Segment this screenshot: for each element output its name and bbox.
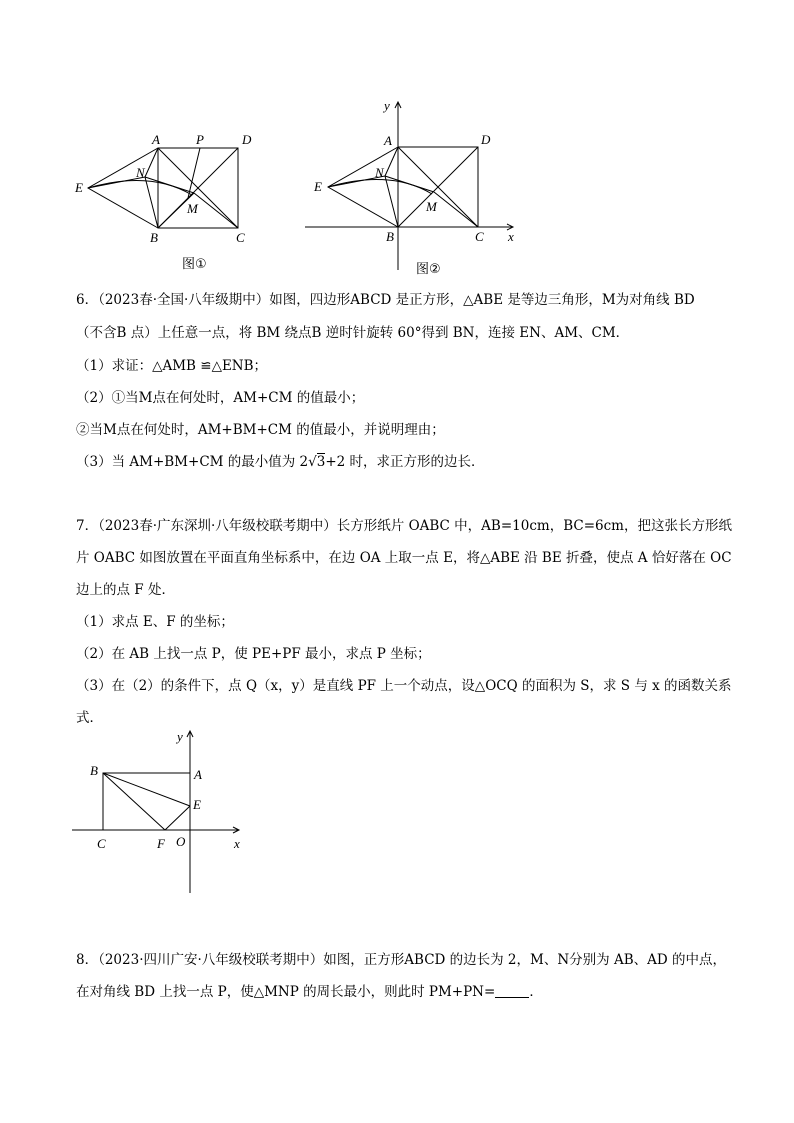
q6-part1: （1）求证：△AMB ≌△ENB； xyxy=(76,358,268,374)
q6-part3-post: +2 时，求正方形的边长． xyxy=(325,454,485,470)
label-b: B xyxy=(150,230,158,245)
q6-part2b: ②当M点在何处时，AM+BM+CM 的值最小，并说明理由； xyxy=(76,422,445,438)
label-c: C xyxy=(97,836,106,851)
label-d: D xyxy=(481,132,491,147)
segment-bn xyxy=(385,176,398,227)
q6-part3 xyxy=(76,452,485,472)
answer-blank xyxy=(495,984,529,998)
segment-mc xyxy=(194,193,238,228)
q6-part3-pre: （3）当 AM+BM+CM 的最小值为 2 xyxy=(76,454,309,470)
q7-line3: 边上的点 F 处． xyxy=(76,582,175,598)
figure-2 xyxy=(300,95,530,280)
label-a: A xyxy=(152,132,160,147)
label-o: O xyxy=(176,834,186,849)
q7-line1: 7．（2023春·广东深圳·八年级校联考期中）长方形纸片 OABC 中，AB=10cm，BC=6cm，把这张长方形纸 xyxy=(76,518,732,534)
label-n: N xyxy=(375,165,384,180)
label-f: F xyxy=(157,836,165,851)
q7-part3a: （3）在（2）的条件下，点 Q（x，y）是直线 PF 上一个动点，设△OCQ 的面积为 S，求 S 与 x 的函数关系 xyxy=(76,678,732,694)
label-b: B xyxy=(90,763,98,778)
segment-pm xyxy=(188,148,200,198)
segment-be xyxy=(103,773,190,806)
segment-fe xyxy=(165,806,190,830)
q7-line2: 片 OABC 如图放置在平面直角坐标系中，在边 OA 上取一点 E，将△ABE 沿 BE 折叠，使点 A 恰好落在 OC xyxy=(76,550,732,566)
q8-line1: 8．（2023·四川广安·八年级校联考期中）如图，正方形ABCD 的边长为 2，M、N分别为 AB、AD 的中点， xyxy=(76,952,726,968)
segment-nm xyxy=(385,176,434,192)
figure-3 xyxy=(70,728,260,898)
label-p: P xyxy=(196,132,204,147)
segment-na xyxy=(385,147,398,176)
label-e: E xyxy=(314,179,322,194)
q6-part2a: （2）①当M点在何处时，AM+CM 的值最小； xyxy=(76,390,365,406)
q8-line2-pre: 在对角线 BD 上找一点 P，使△MNP 的周长最小，则此时 PM+PN= xyxy=(76,984,496,1000)
figure-1 xyxy=(70,125,260,275)
q7-part3b: 式． xyxy=(76,710,103,726)
label-c: C xyxy=(236,230,245,245)
label-e: E xyxy=(193,797,201,812)
label-n: N xyxy=(136,165,145,180)
q8-line2-post: ． xyxy=(529,984,543,1000)
q6-line1: 6．（2023春·全国·八年级期中）如图，四边形ABCD 是正方形，△ABE 是等边三角形，M为对角线 BD xyxy=(76,292,695,308)
label-x: x xyxy=(234,836,240,851)
label-c: C xyxy=(475,229,484,244)
segment-mc xyxy=(434,192,478,227)
q7-part1: （1）求点 E、F 的坐标； xyxy=(76,614,234,630)
q7-part2: （2）在 AB 上找一点 P，使 PE+PF 最小，求点 P 坐标； xyxy=(76,646,431,662)
label-d: D xyxy=(242,132,252,147)
label-e: E xyxy=(75,180,83,195)
label-b: B xyxy=(386,229,394,244)
q8-line2 xyxy=(76,982,543,1002)
segment-na xyxy=(145,148,158,177)
label-a: A xyxy=(194,767,202,782)
label-m: M xyxy=(426,199,437,214)
q6-part3-root: 3 xyxy=(316,454,326,470)
label-x: x xyxy=(508,229,514,244)
caption-fig2: 图② xyxy=(416,262,441,277)
caption-fig1: 图① xyxy=(182,257,207,272)
segment-nm xyxy=(145,177,194,193)
label-m: M xyxy=(187,201,198,216)
q6-line2: （不含B 点）上任意一点，将 BM 绕点B 逆时针旋转 60°得到 BN，连接 EN、AM、CM． xyxy=(76,325,630,341)
label-y: y xyxy=(384,98,390,113)
segment-bn xyxy=(145,177,158,228)
label-a: A xyxy=(384,133,392,148)
label-y: y xyxy=(177,729,183,744)
segment-bf xyxy=(103,773,165,830)
sqrt-symbol: √ xyxy=(308,454,317,470)
